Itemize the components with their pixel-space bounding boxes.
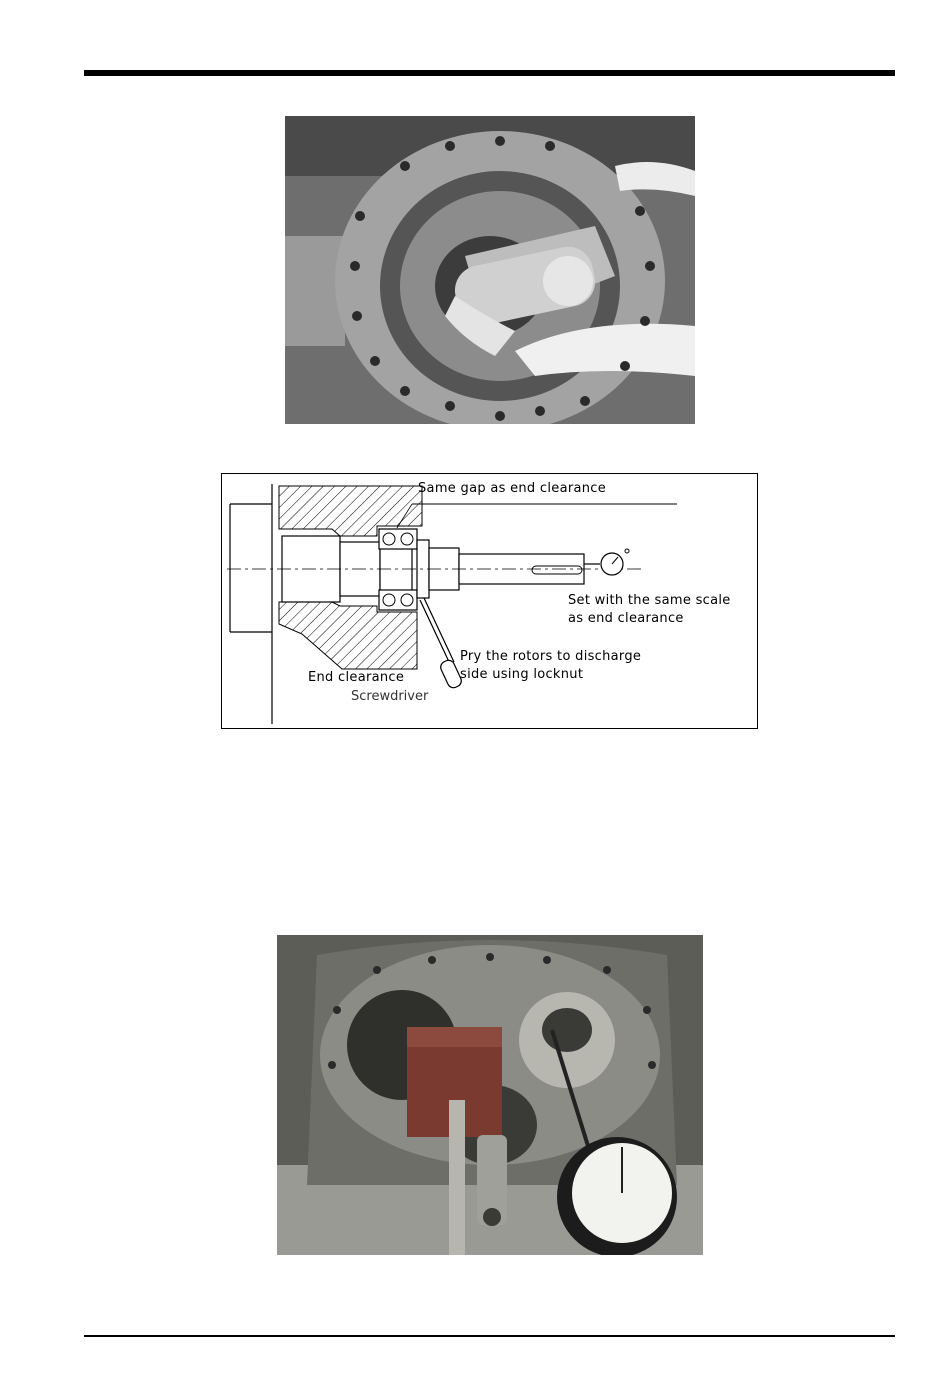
label-screwdriver: Screwdriver [351, 689, 429, 704]
label-set-scale-line1: Set with the same scale [568, 593, 731, 608]
rotor-shaft-photo [285, 116, 695, 424]
label-set-scale-line2: as end clearance [568, 611, 684, 626]
end-clearance-diagram [221, 473, 758, 729]
footer-rule [84, 1335, 895, 1337]
label-pry-line1: Pry the rotors to discharge [460, 649, 642, 664]
header-rule [84, 70, 895, 76]
label-same-gap: Same gap as end clearance [418, 481, 607, 496]
label-pry-line2: side using locknut [460, 667, 584, 682]
label-end-clearance: End clearance [308, 670, 405, 685]
dial-indicator-photo [277, 935, 703, 1255]
